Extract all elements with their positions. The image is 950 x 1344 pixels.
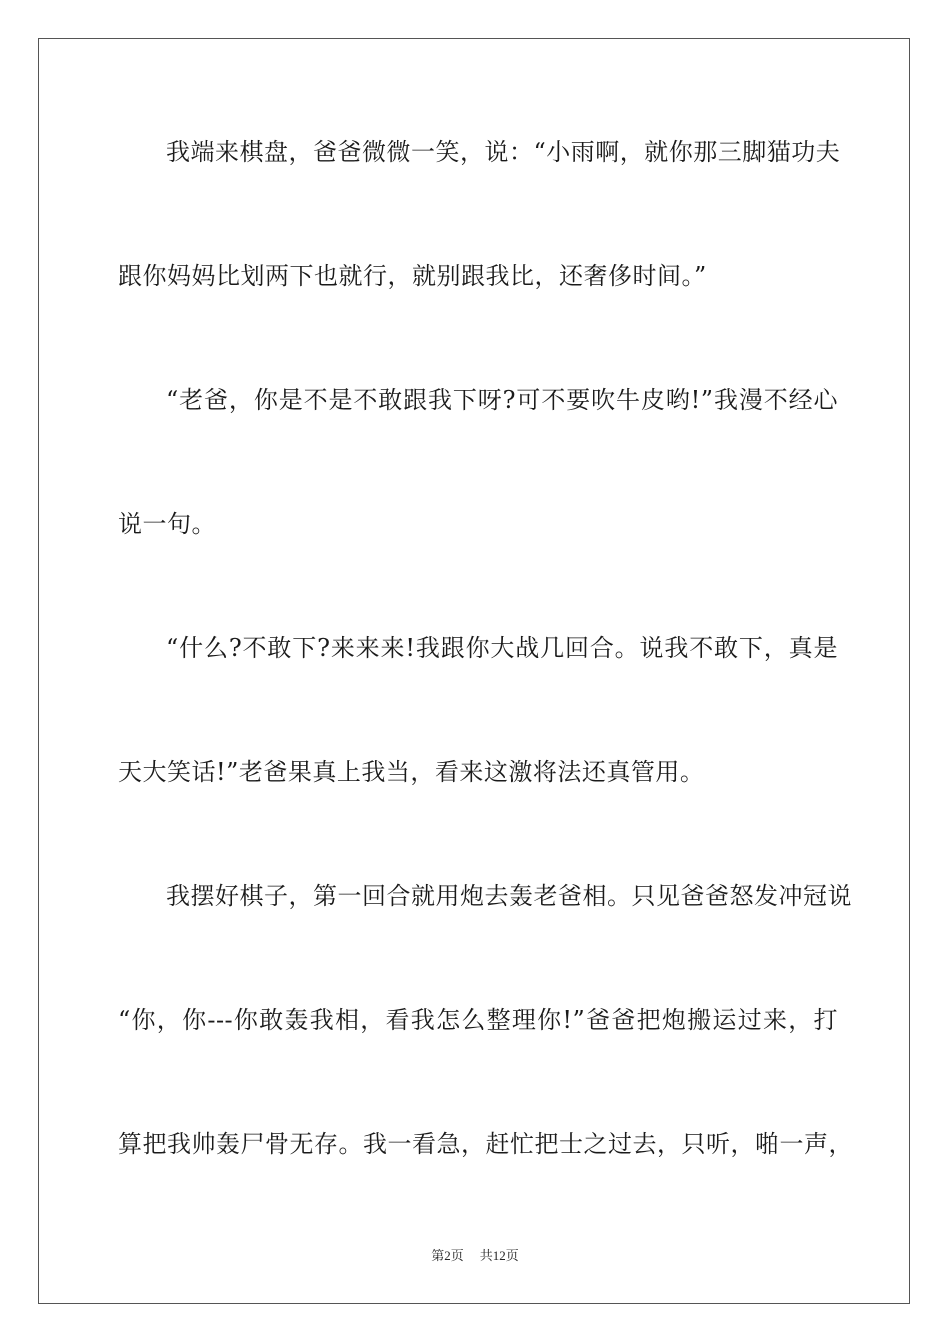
text-line: “你，你---你敢轰我相，看我怎么整理你!”爸爸把炮搬运过来，打 [118,1006,838,1034]
text-line: “老爸，你是不是不敢跟我下呀?可不要吹牛皮哟!”我漫不经心 [166,386,838,414]
page-footer [0,1248,950,1264]
page-total: 共12页 [479,1248,519,1263]
page-number: 第2页 [431,1248,464,1263]
page-border [38,38,910,1304]
text-line: 跟你妈妈比划两下也就行，就别跟我比，还奢侈时间。” [118,262,707,290]
text-line: “什么?不敢下?来来来!我跟你大战几回合。说我不敢下，真是 [166,634,838,662]
text-line: 天大笑话!”老爸果真上我当，看来这激将法还真管用。 [118,758,705,786]
text-line: 说一句。 [118,510,216,538]
text-line: 我端来棋盘，爸爸微微一笑，说：“小雨啊，就你那三脚猫功夫 [166,138,841,166]
text-line: 算把我帅轰尸骨无存。我一看急，赶忙把士之过去，只听，啪一声， [118,1130,853,1158]
text-line: 我摆好棋子，第一回合就用炮去轰老爸相。只见爸爸怒发冲冠说 [166,882,852,910]
